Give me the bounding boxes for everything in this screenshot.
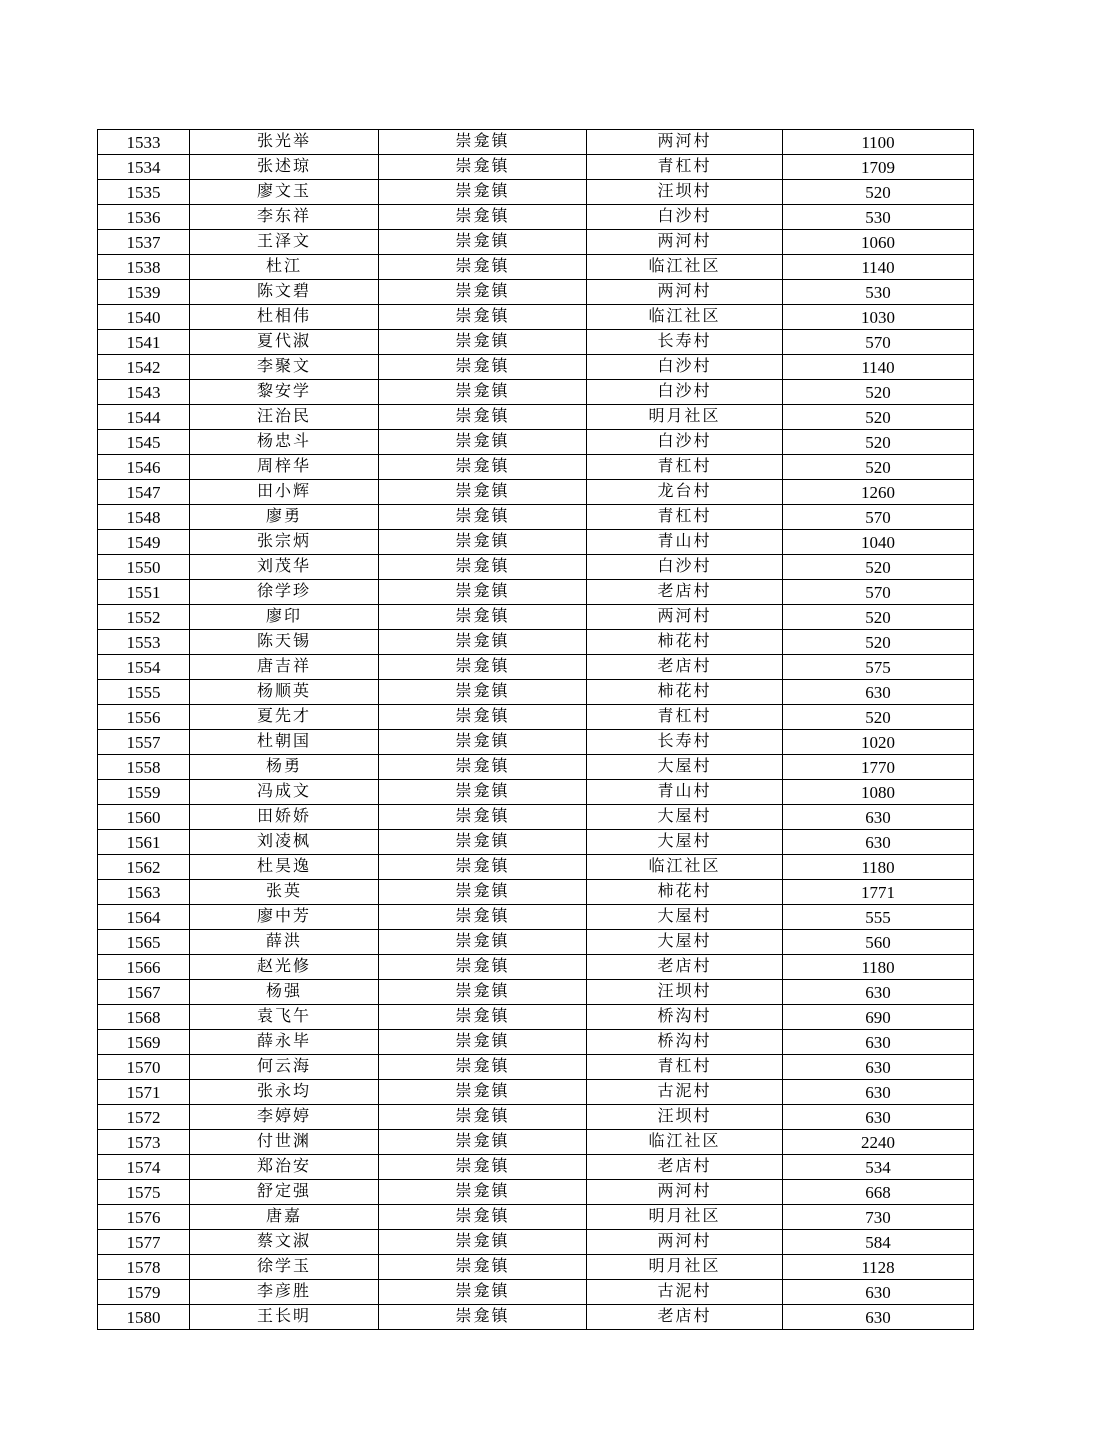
village-cell: 白沙村 [587,380,783,405]
village-cell: 大屋村 [587,755,783,780]
town-cell: 崇龛镇 [379,580,587,605]
table-row [98,455,974,480]
village-cell: 临江社区 [587,855,783,880]
amount-cell: 530 [783,280,974,305]
amount-cell: 570 [783,505,974,530]
row-index-cell: 1564 [98,905,190,930]
row-index-cell: 1576 [98,1205,190,1230]
town-cell: 崇龛镇 [379,705,587,730]
table-row [98,380,974,405]
row-index-cell: 1546 [98,455,190,480]
village-cell: 青杠村 [587,155,783,180]
table-row [98,1280,974,1305]
row-index-cell: 1570 [98,1055,190,1080]
amount-cell: 555 [783,905,974,930]
table-row [98,1005,974,1030]
row-index-cell: 1535 [98,180,190,205]
amount-cell: 520 [783,555,974,580]
name-cell: 王长明 [190,1305,379,1330]
town-cell: 崇龛镇 [379,1030,587,1055]
amount-cell: 1770 [783,755,974,780]
village-cell: 大屋村 [587,905,783,930]
amount-cell: 1180 [783,855,974,880]
village-cell: 两河村 [587,130,783,155]
village-cell: 青山村 [587,530,783,555]
row-index-cell: 1550 [98,555,190,580]
town-cell: 崇龛镇 [379,655,587,680]
village-cell: 临江社区 [587,255,783,280]
town-cell: 崇龛镇 [379,780,587,805]
row-index-cell: 1569 [98,1030,190,1055]
village-cell: 汪坝村 [587,1105,783,1130]
town-cell: 崇龛镇 [379,530,587,555]
row-index-cell: 1573 [98,1130,190,1155]
town-cell: 崇龛镇 [379,1255,587,1280]
village-cell: 明月社区 [587,1255,783,1280]
town-cell: 崇龛镇 [379,205,587,230]
table-row [98,930,974,955]
town-cell: 崇龛镇 [379,1205,587,1230]
table-row [98,1230,974,1255]
row-index-cell: 1567 [98,980,190,1005]
amount-cell: 520 [783,705,974,730]
row-index-cell: 1560 [98,805,190,830]
town-cell: 崇龛镇 [379,1105,587,1130]
row-index-cell: 1547 [98,480,190,505]
town-cell: 崇龛镇 [379,605,587,630]
town-cell: 崇龛镇 [379,180,587,205]
row-index-cell: 1533 [98,130,190,155]
name-cell: 杨强 [190,980,379,1005]
table-row [98,205,974,230]
row-index-cell: 1539 [98,280,190,305]
town-cell: 崇龛镇 [379,230,587,255]
town-cell: 崇龛镇 [379,305,587,330]
village-cell: 青杠村 [587,1055,783,1080]
row-index-cell: 1580 [98,1305,190,1330]
table-row [98,655,974,680]
row-index-cell: 1561 [98,830,190,855]
village-cell: 老店村 [587,955,783,980]
amount-cell: 520 [783,380,974,405]
amount-cell: 730 [783,1205,974,1230]
roster-body [98,130,974,1330]
village-cell: 大屋村 [587,805,783,830]
amount-cell: 520 [783,405,974,430]
name-cell: 郑治安 [190,1155,379,1180]
village-cell: 明月社区 [587,405,783,430]
table-row [98,405,974,430]
village-cell: 老店村 [587,1305,783,1330]
table-row [98,480,974,505]
town-cell: 崇龛镇 [379,980,587,1005]
row-index-cell: 1577 [98,1230,190,1255]
town-cell: 崇龛镇 [379,805,587,830]
town-cell: 崇龛镇 [379,830,587,855]
amount-cell: 570 [783,330,974,355]
village-cell: 老店村 [587,580,783,605]
name-cell: 李彦胜 [190,1280,379,1305]
table-row [98,1105,974,1130]
row-index-cell: 1555 [98,680,190,705]
amount-cell: 1020 [783,730,974,755]
amount-cell: 1260 [783,480,974,505]
amount-cell: 630 [783,1030,974,1055]
amount-cell: 530 [783,205,974,230]
town-cell: 崇龛镇 [379,380,587,405]
table-row [98,880,974,905]
town-cell: 崇龛镇 [379,355,587,380]
table-row [98,1180,974,1205]
name-cell: 陈天锡 [190,630,379,655]
table-row [98,155,974,180]
name-cell: 薛永毕 [190,1030,379,1055]
amount-cell: 520 [783,630,974,655]
amount-cell: 575 [783,655,974,680]
amount-cell: 630 [783,980,974,1005]
amount-cell: 520 [783,430,974,455]
village-cell: 两河村 [587,1230,783,1255]
amount-cell: 1709 [783,155,974,180]
name-cell: 付世渊 [190,1130,379,1155]
name-cell: 唐吉祥 [190,655,379,680]
town-cell: 崇龛镇 [379,1305,587,1330]
amount-cell: 630 [783,805,974,830]
village-cell: 两河村 [587,280,783,305]
name-cell: 蔡文淑 [190,1230,379,1255]
table-row [98,980,974,1005]
row-index-cell: 1554 [98,655,190,680]
table-row [98,1130,974,1155]
amount-cell: 1060 [783,230,974,255]
table-row [98,630,974,655]
amount-cell: 630 [783,680,974,705]
village-cell: 汪坝村 [587,980,783,1005]
town-cell: 崇龛镇 [379,1080,587,1105]
town-cell: 崇龛镇 [379,730,587,755]
row-index-cell: 1540 [98,305,190,330]
name-cell: 夏代淑 [190,330,379,355]
town-cell: 崇龛镇 [379,480,587,505]
table-row [98,855,974,880]
name-cell: 夏先才 [190,705,379,730]
row-index-cell: 1549 [98,530,190,555]
amount-cell: 630 [783,1080,974,1105]
town-cell: 崇龛镇 [379,155,587,180]
row-index-cell: 1543 [98,380,190,405]
name-cell: 张宗炳 [190,530,379,555]
name-cell: 陈文碧 [190,280,379,305]
village-cell: 古泥村 [587,1280,783,1305]
village-cell: 长寿村 [587,330,783,355]
village-cell: 两河村 [587,605,783,630]
village-cell: 两河村 [587,1180,783,1205]
table-row [98,605,974,630]
village-cell: 柿花村 [587,880,783,905]
name-cell: 舒定强 [190,1180,379,1205]
row-index-cell: 1579 [98,1280,190,1305]
village-cell: 白沙村 [587,205,783,230]
name-cell: 杨顺英 [190,680,379,705]
village-cell: 龙台村 [587,480,783,505]
name-cell: 杨勇 [190,755,379,780]
village-cell: 青杠村 [587,455,783,480]
village-cell: 大屋村 [587,830,783,855]
row-index-cell: 1558 [98,755,190,780]
row-index-cell: 1551 [98,580,190,605]
table-row [98,430,974,455]
name-cell: 赵光修 [190,955,379,980]
row-index-cell: 1553 [98,630,190,655]
name-cell: 廖中芳 [190,905,379,930]
amount-cell: 690 [783,1005,974,1030]
table-row [98,680,974,705]
table-row [98,555,974,580]
name-cell: 杜朝国 [190,730,379,755]
village-cell: 汪坝村 [587,180,783,205]
town-cell: 崇龛镇 [379,255,587,280]
amount-cell: 520 [783,605,974,630]
town-cell: 崇龛镇 [379,1280,587,1305]
table-row [98,805,974,830]
amount-cell: 534 [783,1155,974,1180]
row-index-cell: 1574 [98,1155,190,1180]
amount-cell: 1180 [783,955,974,980]
amount-cell: 520 [783,180,974,205]
village-cell: 大屋村 [587,930,783,955]
village-cell: 柿花村 [587,630,783,655]
town-cell: 崇龛镇 [379,880,587,905]
table-row [98,255,974,280]
town-cell: 崇龛镇 [379,1180,587,1205]
table-row [98,905,974,930]
amount-cell: 630 [783,1280,974,1305]
name-cell: 李东祥 [190,205,379,230]
amount-cell: 630 [783,830,974,855]
town-cell: 崇龛镇 [379,405,587,430]
town-cell: 崇龛镇 [379,1155,587,1180]
name-cell: 袁飞午 [190,1005,379,1030]
table-row [98,1080,974,1105]
row-index-cell: 1541 [98,330,190,355]
table-row [98,280,974,305]
town-cell: 崇龛镇 [379,680,587,705]
row-index-cell: 1556 [98,705,190,730]
amount-cell: 1100 [783,130,974,155]
name-cell: 冯成文 [190,780,379,805]
table-row [98,1205,974,1230]
name-cell: 杨忠斗 [190,430,379,455]
village-cell: 桥沟村 [587,1030,783,1055]
row-index-cell: 1552 [98,605,190,630]
town-cell: 崇龛镇 [379,455,587,480]
row-index-cell: 1562 [98,855,190,880]
amount-cell: 2240 [783,1130,974,1155]
row-index-cell: 1537 [98,230,190,255]
amount-cell: 584 [783,1230,974,1255]
row-index-cell: 1559 [98,780,190,805]
town-cell: 崇龛镇 [379,755,587,780]
name-cell: 徐学珍 [190,580,379,605]
name-cell: 黎安学 [190,380,379,405]
row-index-cell: 1536 [98,205,190,230]
village-cell: 老店村 [587,1155,783,1180]
name-cell: 刘茂华 [190,555,379,580]
village-cell: 白沙村 [587,355,783,380]
village-cell: 临江社区 [587,1130,783,1155]
row-index-cell: 1566 [98,955,190,980]
row-index-cell: 1542 [98,355,190,380]
amount-cell: 570 [783,580,974,605]
table-row [98,355,974,380]
village-cell: 长寿村 [587,730,783,755]
amount-cell: 520 [783,455,974,480]
table-row [98,1255,974,1280]
name-cell: 杜相伟 [190,305,379,330]
town-cell: 崇龛镇 [379,1055,587,1080]
town-cell: 崇龛镇 [379,555,587,580]
table-row [98,180,974,205]
village-cell: 青山村 [587,780,783,805]
table-row [98,730,974,755]
table-row [98,580,974,605]
table-row [98,955,974,980]
name-cell: 张光举 [190,130,379,155]
table-row [98,780,974,805]
amount-cell: 1771 [783,880,974,905]
table-row [98,755,974,780]
name-cell: 刘凌枫 [190,830,379,855]
row-index-cell: 1534 [98,155,190,180]
amount-cell: 1030 [783,305,974,330]
village-cell: 明月社区 [587,1205,783,1230]
town-cell: 崇龛镇 [379,955,587,980]
row-index-cell: 1557 [98,730,190,755]
row-index-cell: 1568 [98,1005,190,1030]
row-index-cell: 1545 [98,430,190,455]
town-cell: 崇龛镇 [379,905,587,930]
name-cell: 徐学玉 [190,1255,379,1280]
table-row [98,230,974,255]
table-row [98,1305,974,1330]
name-cell: 李婷婷 [190,1105,379,1130]
roster-table [97,129,974,1330]
name-cell: 汪治民 [190,405,379,430]
name-cell: 张述琼 [190,155,379,180]
village-cell: 白沙村 [587,430,783,455]
amount-cell: 1080 [783,780,974,805]
table-row [98,330,974,355]
table-row [98,1155,974,1180]
amount-cell: 668 [783,1180,974,1205]
table-row [98,530,974,555]
row-index-cell: 1572 [98,1105,190,1130]
village-cell: 白沙村 [587,555,783,580]
row-index-cell: 1571 [98,1080,190,1105]
name-cell: 薛洪 [190,930,379,955]
name-cell: 廖印 [190,605,379,630]
town-cell: 崇龛镇 [379,330,587,355]
amount-cell: 1140 [783,255,974,280]
town-cell: 崇龛镇 [379,1230,587,1255]
village-cell: 青杠村 [587,505,783,530]
table-row [98,1055,974,1080]
amount-cell: 1128 [783,1255,974,1280]
amount-cell: 1040 [783,530,974,555]
name-cell: 廖勇 [190,505,379,530]
town-cell: 崇龛镇 [379,430,587,455]
town-cell: 崇龛镇 [379,130,587,155]
town-cell: 崇龛镇 [379,280,587,305]
name-cell: 何云海 [190,1055,379,1080]
village-cell: 老店村 [587,655,783,680]
town-cell: 崇龛镇 [379,930,587,955]
name-cell: 唐嘉 [190,1205,379,1230]
row-index-cell: 1563 [98,880,190,905]
amount-cell: 1140 [783,355,974,380]
row-index-cell: 1565 [98,930,190,955]
name-cell: 田小辉 [190,480,379,505]
table-row [98,705,974,730]
village-cell: 古泥村 [587,1080,783,1105]
town-cell: 崇龛镇 [379,505,587,530]
town-cell: 崇龛镇 [379,1130,587,1155]
village-cell: 桥沟村 [587,1005,783,1030]
table-row [98,830,974,855]
village-cell: 柿花村 [587,680,783,705]
name-cell: 王泽文 [190,230,379,255]
village-cell: 两河村 [587,230,783,255]
amount-cell: 630 [783,1305,974,1330]
row-index-cell: 1548 [98,505,190,530]
town-cell: 崇龛镇 [379,855,587,880]
row-index-cell: 1578 [98,1255,190,1280]
name-cell: 周梓华 [190,455,379,480]
name-cell: 李聚文 [190,355,379,380]
table-row [98,305,974,330]
name-cell: 杜昊逸 [190,855,379,880]
row-index-cell: 1538 [98,255,190,280]
name-cell: 杜江 [190,255,379,280]
amount-cell: 630 [783,1055,974,1080]
row-index-cell: 1544 [98,405,190,430]
row-index-cell: 1575 [98,1180,190,1205]
town-cell: 崇龛镇 [379,630,587,655]
name-cell: 张永均 [190,1080,379,1105]
table-row [98,505,974,530]
name-cell: 田娇娇 [190,805,379,830]
table-row [98,130,974,155]
village-cell: 临江社区 [587,305,783,330]
amount-cell: 560 [783,930,974,955]
table-row [98,1030,974,1055]
town-cell: 崇龛镇 [379,1005,587,1030]
village-cell: 青杠村 [587,705,783,730]
amount-cell: 630 [783,1105,974,1130]
name-cell: 张英 [190,880,379,905]
name-cell: 廖文玉 [190,180,379,205]
